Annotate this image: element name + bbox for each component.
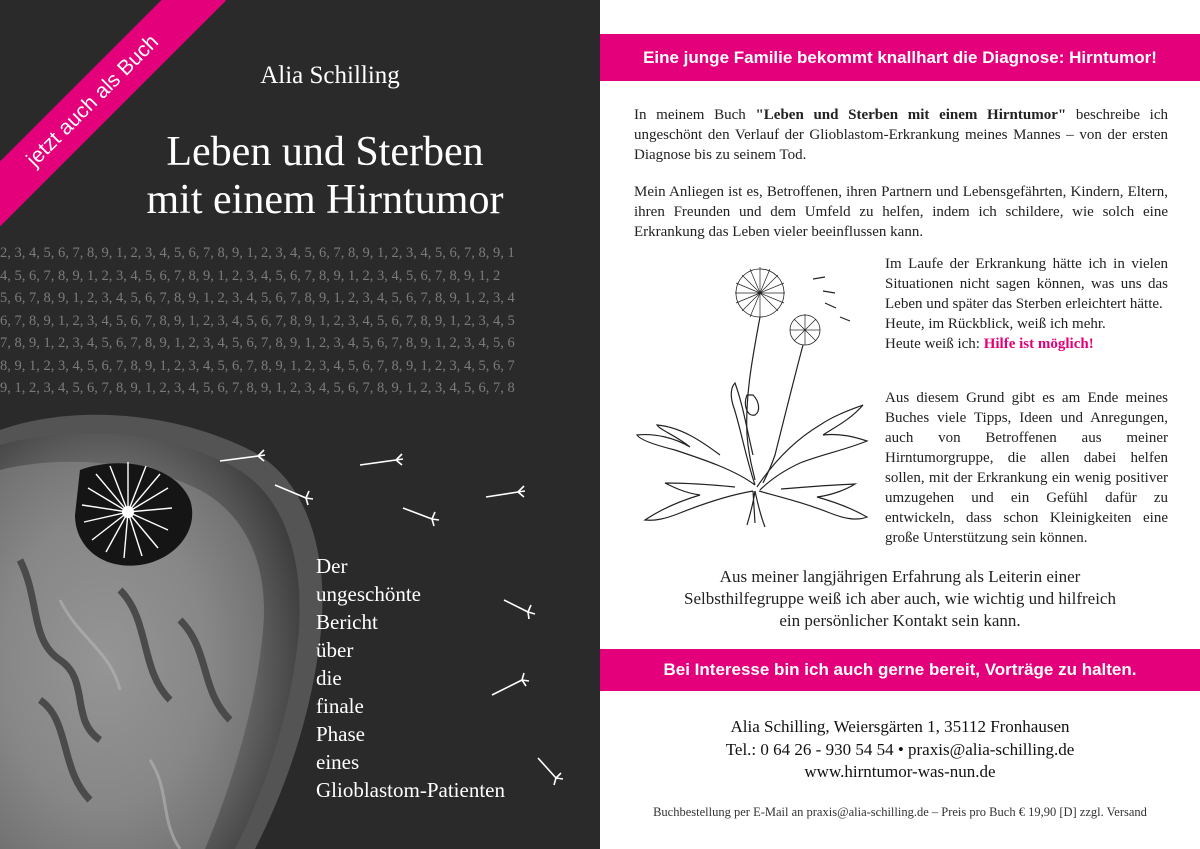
subtitle-line: ungeschönte [316, 582, 421, 606]
contact-website[interactable]: www.hirntumor-was-nun.de [804, 762, 996, 781]
number-row: 8, 9, 1, 2, 3, 4, 5, 6, 7, 8, 9, 1, 2, 3, 4, 5, 6, 7, 8, 9, 1, 2, 3, 4, 5, 6, 7, 8, 9, 1, 2, 3, 4, 5, 6, 7 [0, 357, 515, 374]
reflection-text [885, 334, 1168, 354]
book-subtitle [316, 552, 505, 804]
subtitle-line: finale [316, 694, 364, 718]
headline-banner: Eine junge Familie bekommt knallhart die Diagnose: Hirntumor! [600, 34, 1200, 81]
corner-ribbon: jetzt auch als Buch [0, 0, 226, 234]
help-highlight: Hilfe ist möglich! [983, 336, 1094, 352]
number-row: 9, 1, 2, 3, 4, 5, 6, 7, 8, 9, 1, 2, 3, 4, 5, 6, 7, 8, 9, 1, 2, 3, 4, 5, 6, 7, 8, 9, 1, 2, 3, 4, 5, 6, 7, 8 [0, 380, 515, 396]
intro-text-continued: beschreibe ich ungeschönt den Verlauf der Glioblastom-Erkrankung meines Mannes – von der ersten Diagnose bis zu seinem Tod. [634, 107, 1168, 163]
contact-address: Alia Schilling, Weiersgärten 1, 35112 Fronhausen [730, 717, 1070, 736]
book-title-line: Leben und Sterben [166, 129, 484, 175]
number-row: 2, 3, 4, 5, 6, 7, 8, 9, 1, 2, 3, 4, 5, 6, 7, 8, 9, 1, 2, 3, 4, 5, 6, 7, 8, 9, 1, 2, 3, 4, 5, 6, 7, 8, 9, 1 [0, 245, 515, 261]
intro-paragraph [634, 105, 1168, 165]
purpose-paragraph: Mein Anliegen ist es, Betroffenen, ihren Partnern und Lebensgefährten, Kindern, Eltern, ihren Freunden und dem Umfeld zu helfen, indem ich schildere, wie solch eine Erkrankung das Leben vieler beeinflussen kann. [634, 184, 1168, 240]
subtitle-line: Phase [316, 722, 365, 746]
subtitle-line: Der [316, 554, 348, 578]
tips-paragraph: Aus diesem Grund gibt es am Ende meines Buches viele Tipps, Ideen und Anregungen, auch von Betroffenen aus meiner Hirntumorgruppe, die allen dabei helfen sollen, mit der Erkrankung ein wenig positiver umzugehen und ein Gefühl dafür zu entwickeln, dass schon Kleinigkeiten eine große Unterstützung sein können. [885, 390, 1168, 546]
dandelion-illustration [635, 255, 880, 530]
order-footer: Buchbestellung per E-Mail an praxis@alia-schilling.de – Preis pro Buch € 19,90 [D] zzgl. Versand [653, 805, 1147, 819]
number-row: 6, 7, 8, 9, 1, 2, 3, 4, 5, 6, 7, 8, 9, 1, 2, 3, 4, 5, 6, 7, 8, 9, 1, 2, 3, 4, 5, 6, 7, 8, 9, 1, 2, 3, 4, 5 [0, 312, 515, 329]
number-row: 4, 5, 6, 7, 8, 9, 1, 2, 3, 4, 5, 6, 7, 8, 9, 1, 2, 3, 4, 5, 6, 7, 8, 9, 1, 2, 3, 4, 5, 6, 7, 8, 9, 1, 2 [0, 267, 501, 284]
experience-paragraph [600, 566, 1200, 632]
subtitle-line: Bericht [316, 610, 378, 634]
subtitle-line: Glioblastom-Patienten [316, 778, 505, 802]
experience-line: Selbsthilfegruppe weiß ich aber auch, wie wichtig und hilfreich [684, 589, 1116, 608]
book-author: Alia Schilling [260, 62, 400, 89]
subtitle-line: eines [316, 750, 360, 774]
book-title [0, 128, 600, 224]
contact-block [600, 716, 1200, 784]
intro-text: In meinem Buch [634, 107, 756, 123]
subtitle-line: über [316, 638, 354, 662]
number-row: 5, 6, 7, 8, 9, 1, 2, 3, 4, 5, 6, 7, 8, 9, 1, 2, 3, 4, 5, 6, 7, 8, 9, 1, 2, 3, 4, 5, 6, 7, 8, 9, 1, 2, 3, 4 [0, 290, 515, 306]
number-pattern [0, 242, 600, 400]
reflection-text: Heute, im Rückblick, weiß ich mehr. [885, 316, 1106, 332]
book-title-reference: "Leben und Sterben mit einem Hirntumor" [755, 107, 1067, 123]
experience-line: Aus meiner langjährigen Erfahrung als Leiterin einer [719, 567, 1081, 586]
number-row: 7, 8, 9, 1, 2, 3, 4, 5, 6, 7, 8, 9, 1, 2, 3, 4, 5, 6, 7, 8, 9, 1, 2, 3, 4, 5, 6, 7, 8, 9, 1, 2, 3, 4, 5, 6 [0, 335, 515, 351]
lecture-offer-banner: Bei Interesse bin ich auch gerne bereit, Vorträge zu halten. [600, 649, 1200, 691]
reflection-lead: Heute weiß ich: [885, 336, 984, 352]
reflection-paragraph [885, 254, 1168, 354]
contact-phone-email[interactable]: Tel.: 0 64 26 - 930 54 54 • praxis@alia-schilling.de [725, 739, 1075, 759]
book-title-line: mit einem Hirntumor [146, 177, 504, 223]
subtitle-line: die [316, 666, 342, 690]
experience-line: ein persönlicher Kontakt sein kann. [779, 611, 1021, 630]
reflection-text: Im Laufe der Erkrankung hätte ich in vielen Situationen nicht sagen können, was uns das Leben und später das Sterben erleichtert hätte. [885, 256, 1168, 312]
